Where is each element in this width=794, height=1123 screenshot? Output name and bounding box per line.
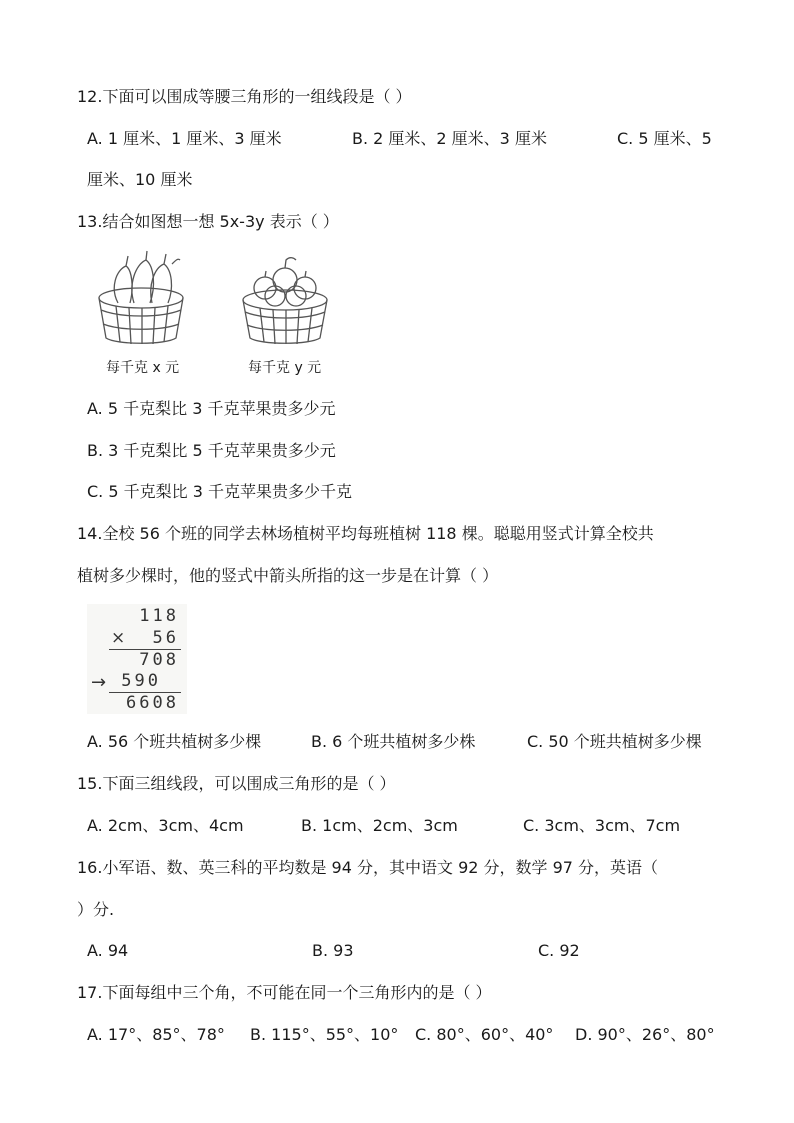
q17-stem: 17.下面每组中三个角，不可能在同一个三角形内的是（ ） [77, 983, 492, 1002]
q16-stem-line2: ）分. [77, 900, 115, 919]
q16-option-c: C. 92 [538, 941, 580, 960]
q12-stem: 12.下面可以围成等腰三角形的一组线段是（ ） [77, 87, 412, 106]
q13-option-b: B. 3 千克梨比 5 千克苹果贵多少元 [87, 441, 336, 460]
q14-stem-line2: 植树多少棵时，他的竖式中箭头所指的这一步是在计算（ ） [77, 566, 499, 585]
calc-multiplicand: 118 [139, 606, 179, 626]
calc-partial-product-1: 708 [139, 650, 179, 670]
pear-price-label: 每千克 x 元 [106, 360, 180, 376]
calc-product: 6608 [126, 693, 179, 713]
q15-option-b: B. 1cm、2cm、3cm [301, 816, 458, 835]
calc-times-sign: × [111, 628, 126, 648]
q16-stem-line1: 16.小军语、数、英三科的平均数是 94 分，其中语文 92 分，数学 97 分，英语（ [77, 858, 659, 877]
q13-stem: 13.结合如图想一想 5x-3y 表示（ ） [77, 212, 339, 231]
calc-partial-product-2: 590 [121, 671, 161, 691]
q12-option-c: C. 5 厘米、5 [617, 129, 712, 148]
q14-option-a: A. 56 个班共植树多少棵 [87, 732, 262, 751]
q14-stem-line1: 14.全校 56 个班的同学去林场植树平均每班植树 118 棵。聪聪用竖式计算全校共 [77, 524, 654, 543]
q14-option-c: C. 50 个班共植树多少棵 [527, 732, 702, 751]
q17-option-c: C. 80°、60°、40° [415, 1025, 554, 1044]
apple-price-label: 每千克 y 元 [248, 360, 322, 376]
q12-option-c-continued: 厘米、10 厘米 [87, 170, 193, 189]
q13-option-c: C. 5 千克梨比 3 千克苹果贵多少千克 [87, 482, 352, 501]
q14-option-b: B. 6 个班共植树多少株 [311, 732, 476, 751]
q15-option-c: C. 3cm、3cm、7cm [523, 816, 681, 835]
q17-option-b: B. 115°、55°、10° [250, 1025, 399, 1044]
apple-basket-image [240, 252, 330, 348]
q17-option-d: D. 90°、26°、80° [575, 1025, 715, 1044]
q12-option-b: B. 2 厘米、2 厘米、3 厘米 [352, 129, 547, 148]
q15-option-a: A. 2cm、3cm、4cm [87, 816, 244, 835]
q13-option-a: A. 5 千克梨比 3 千克苹果贵多少元 [87, 399, 336, 418]
q16-option-a: A. 94 [87, 941, 129, 960]
vertical-multiplication-image [87, 604, 187, 714]
q15-stem: 15.下面三组线段，可以围成三角形的是（ ） [77, 774, 396, 793]
q12-option-a: A. 1 厘米、1 厘米、3 厘米 [87, 129, 282, 148]
calc-arrow-icon: → [91, 672, 107, 693]
calc-multiplier: 56 [152, 628, 179, 648]
q16-option-b: B. 93 [312, 941, 354, 960]
pear-basket-image [96, 248, 186, 348]
q17-option-a: A. 17°、85°、78° [87, 1025, 225, 1044]
